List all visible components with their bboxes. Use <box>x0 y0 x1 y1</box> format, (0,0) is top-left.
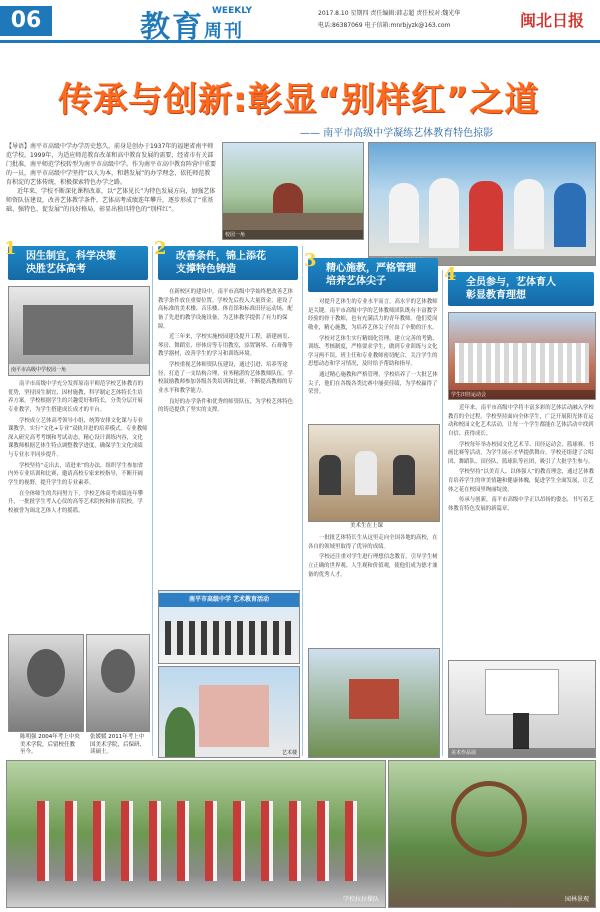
paragraph: 学校还注重对学生进行理想信念教育，引导学生树立正确的世界观、人生观和价值观，使他们成为德才兼备的优秀人才。 <box>308 554 438 578</box>
intro-paragraph: 【导语】南平市高级中学办学历史悠久，前身是创办于1937年的福建省南平师范学校。1999年，为适应师范教育改革和高中教育发展的需要，经省市有关部门批准，南平师范学校转型为南平市高级中学。作为南平市高中教育阵营中重要的一员，南平市高级中学坚持“以人为本，和谐发展”的办学理念，依托师范教育积淀的艺体传统，积极探索特色办学之路。 <box>6 143 216 186</box>
contact-info: 电话:86387069 电子信箱:mnrbjyzk@163.com <box>318 22 451 29</box>
student-shape <box>393 455 415 495</box>
student-shape <box>469 181 503 251</box>
section-2-heading <box>154 238 298 280</box>
cheerleaders-shape <box>27 801 367 881</box>
section-number: 1 <box>4 238 17 259</box>
paragraph: 近年来，南平市高级中学将丰富多彩的艺体活动融入学校教育的全过程。学校坚持面向全体学生，广泛开展阳光体育运动和校园文化艺术活动，让每一个学生都能在艺体活动中找到自信、获得成长。 <box>448 405 594 437</box>
photo-garden-gate <box>308 648 440 758</box>
section-3-text-continued <box>308 534 438 644</box>
building-shape <box>23 305 133 355</box>
paragraph: 学校对艺体生实行精细化管理，建立完善的考勤、训练、考核制度，严格要求学生，做到专业训练与文化学习两不误。班主任和专业教师密切配合，关注学生的思想动态和学习情况，及时给予帮助和指导。 <box>308 335 438 368</box>
section-3-heading <box>304 250 438 292</box>
photo-campus-sculpture <box>222 142 364 240</box>
portrait-shape <box>101 649 135 693</box>
section-title: 因生制宜，科学决策 决胜艺体高考 <box>26 251 116 275</box>
paragraph: 近三年来，学校实施校园建设提升工程，新建画室、琴房、舞蹈室、形体房等专用教室，添置钢琴、石膏像等教学器材，改善学生的学习和训练环境。 <box>158 334 293 358</box>
photo-caption: 陈明强 2004年考上中央美术学院，后留校任教至今。 <box>20 734 80 756</box>
photo-caption: 张媛媛 2011年考上中国美术学院，后保研、读硕士。 <box>90 734 146 756</box>
people-row-shape <box>165 621 293 655</box>
photo-portrait-zhang <box>86 634 150 732</box>
student-shape <box>554 183 586 247</box>
newspaper-name: 闽北日报 <box>520 11 585 30</box>
photo-portrait-chen <box>8 634 84 732</box>
gate-shape <box>349 679 399 719</box>
page-number: 06 <box>0 6 52 36</box>
building-shape <box>199 685 269 747</box>
photo-caption: 校园一角 <box>223 230 363 239</box>
student-shape <box>389 183 419 243</box>
photo-caption: 美术生在上课 <box>350 523 384 529</box>
portrait-shape <box>27 649 65 697</box>
section-4-heading <box>444 264 594 306</box>
section-number: 2 <box>154 238 167 259</box>
waterwheel-shape <box>451 781 527 857</box>
publication-info: 2017.8.10 星期四 责任编辑:韩志超 责任校对:魏光华 <box>318 10 461 17</box>
visitor-shape <box>513 713 529 749</box>
paragraph: 通过精心施教和严格管理，学校培养了一大批艺体尖子，他们在各级各类比赛中屡获佳绩，为学校赢得了荣誉。 <box>308 372 438 396</box>
section-number: 4 <box>444 264 457 285</box>
athletes-shape <box>455 343 589 383</box>
section-4-text <box>448 404 594 656</box>
section-title: 改善条件，锦上添花 支撑特色铸造 <box>176 251 266 275</box>
paragraph: 学校坚持“以美育人、以体强人”的教育理念，通过艺体教育培养学生的审美情趣和健康体魄，促进学生全面发展，让艺体之花在校园里绚丽绽放。 <box>448 469 594 493</box>
column-divider <box>302 246 303 756</box>
photo-art-building <box>158 666 300 758</box>
headline: 传承与创新:彰显“别样红”之道 <box>58 80 540 120</box>
photo-event-banner <box>158 590 300 664</box>
column-divider <box>442 270 443 756</box>
masthead-weekly: WEEKLY <box>212 6 253 16</box>
intro-text <box>6 142 216 250</box>
student-shape <box>355 451 377 495</box>
paragraph: 对提升艺体生的专业水平而言，高水平的艺体教师是关键。南平市高级中学的艺体教师团队既有丰富教学经验的骨干教师，也有充满活力的青年教师。他们爱岗敬业，精心施教，为培养艺体尖子付出了辛勤的汗水。 <box>308 299 438 331</box>
student-shape <box>319 455 341 495</box>
section-3-text <box>308 298 438 418</box>
column-divider <box>152 246 153 756</box>
paragraph: 在全体师生的共同努力下，学校艺体高考成绩连年攀升，一批批学生考入心仪的高等艺术院校和体育院校，学校被誉为闽北艺体人才的摇篮。 <box>8 490 143 514</box>
photo-art-class <box>308 424 440 522</box>
photo-caption: 园林景观 <box>564 896 589 903</box>
photo-caption: 学生田径运动会 <box>449 390 595 399</box>
section-number: 3 <box>304 250 317 271</box>
photo-sports-meet <box>448 312 596 400</box>
paragraph: 学校每年举办校园文化艺术节、田径运动会、篮球赛、书画比赛等活动，为学生展示才华提供舞台。学校还组建了合唱团、舞蹈队、田径队、篮球队等社团，吸引了大批学生参与。 <box>448 441 594 465</box>
student-shape <box>429 178 459 248</box>
photo-art-exhibition <box>448 660 596 758</box>
section-title: 全员参与，艺体育人 彰显教育理想 <box>466 277 556 301</box>
photo-school-building <box>8 286 150 376</box>
section-title: 精心施教，严格管理 培养艺体尖子 <box>326 263 416 287</box>
masthead <box>0 0 600 43</box>
paragraph: 学校成立艺体高考领导小组，统筹安排文化课与专业课教学，实行“文化+专业”双轨并进的培养模式。专业教师深入研究高考考纲和考试动态，精心设计训练内容，文化课教师根据艺体生特点调整教学进度，确保学生文化成绩与专业水平同步提升。 <box>8 417 148 459</box>
photo-caption: 南平市高级中学校园一角 <box>9 364 149 375</box>
paragraph: 学校重视艺体师资队伍建设，通过引进、培养等途径，打造了一支结构合理、业务精湛的艺体教师队伍。学校鼓励教师参加各级各类培训和比赛，不断提高教师的专业水平和教学能力。 <box>158 362 293 395</box>
section-1-text <box>8 380 148 628</box>
photo-cheerleading <box>6 760 386 908</box>
student-shape <box>514 179 544 249</box>
photo-graduates <box>368 142 596 266</box>
banner-text: 南平市高级中学 艺术教育活动 <box>159 593 299 607</box>
photo-waterwheel-garden <box>388 760 596 908</box>
paragraph: 传承与创新，南平市高级中学正以昂扬的姿态，书写着艺体教育特色发展的新篇章。 <box>448 497 594 513</box>
artwork-shape <box>485 669 559 715</box>
paragraph: 一批批艺体特长生从这里走向全国各地的高校，在各自的领域里取得了优异的成绩。 <box>308 535 438 550</box>
section-2-text <box>158 288 298 582</box>
paragraph: 学校坚持“走出去，请进来”的办法，组织学生参加省内外专业培训和比赛，邀请高校专家来校指导，不断开阔学生的视野，提升学生的专业素养。 <box>8 462 144 487</box>
intro-paragraph: 近年来，学校不断深化课程改革，以“艺体见长”为特色发展方向，加强艺体师资队伍建设，改善艺体教学条件，艺体高考成绩连年攀升，逐步形成了“重基础、强特色、促发展”的良好格局，彰显出独具特色的“别样红”。 <box>6 188 216 213</box>
masthead-title: 教育周刊 <box>140 10 244 45</box>
paragraph: 良好的办学条件和优秀的师资队伍，为学校艺体特色的铸造提供了坚实的支撑。 <box>158 398 293 414</box>
photo-caption: 艺术楼 <box>281 750 297 756</box>
photo-caption: 学校拉拉操队 <box>342 896 379 903</box>
photo-caption: 美术作品展 <box>449 748 595 757</box>
subheadline: —— 南平市高级中学凝练艺体教育特色掠影 <box>300 128 494 139</box>
paragraph: 在新校区的建设中，南平市高级中学始终把改善艺体教学条件放在重要位置。学校先后投入大量资金，建设了高标准的美术楼、音乐楼、体育馆和标准田径运动场，配备了先进的教学设施设备，为艺体教学提供了有力的保障。 <box>158 289 293 330</box>
paragraph: 南平市高级中学充分发挥原南平师范学校艺体教育的优势，坚持因生制宜、因材施教，科学制定艺体特长生培养方案。学校根据学生的兴趣爱好和特长，分类分层开展专业教学，为学生搭建成长成才的平台。 <box>8 381 143 413</box>
section-1-heading <box>4 238 148 280</box>
